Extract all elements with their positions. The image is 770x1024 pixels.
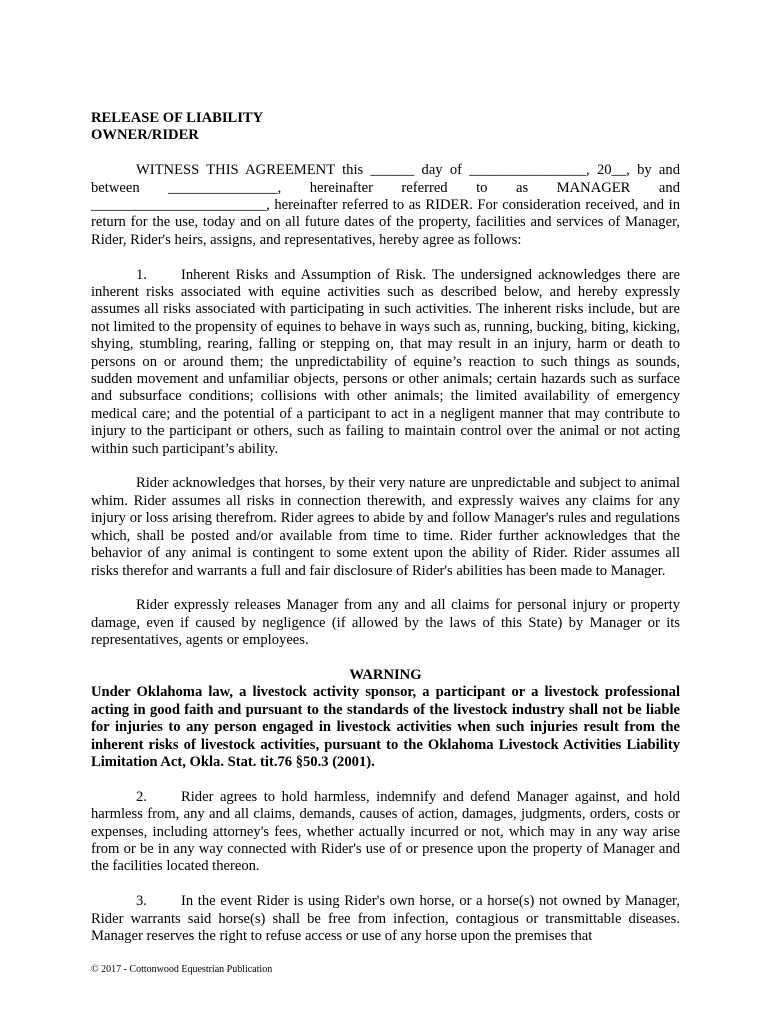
warning-heading: WARNING xyxy=(349,666,422,683)
section-1 xyxy=(91,267,680,458)
section-3-text: In the event Rider is using Rider's own horse, or a horse(s) not owned by Manager, Rider warrants said horse(s) shall be free from infection, contagious or transmittable diseases. Manager reserves the right to refuse access or use of any horse upon the premises that xyxy=(91,893,680,944)
section-3 xyxy=(91,893,680,945)
document-title-line2: OWNER/RIDER xyxy=(91,127,199,144)
section-1-text: Inherent Risks and Assumption of Risk. The undersigned acknowledges there are inherent risks associated with equine activities such as described below, and hereby expressly assumes all risks associated with participating in such activities. The inherent risks include, but are not limited to the propensity of equines to behave in ways such as, running, bucking, biting, kicking, shying, stumbling, rearing, falling or stepping on, that may result in an injury, harm or death to persons on or around them; the unpredictability of equine’s reaction to such things as sounds, sudden movement and unfamiliar objects, persons or other animals; certain hazards such as surface and subsurface conditions; collisions with other animals; the limited availability of emergency medical care; and the potential of a participant to act in a negligent manner that may contribute to injury to the participant or others, such as failing to maintain control over the animal or not acting within such participant’s ability. xyxy=(91,266,680,457)
document-page xyxy=(91,110,680,945)
section-2-text: Rider agrees to hold harmless, indemnify and defend Manager against, and hold harmless from, any and all claims, demands, causes of action, damages, judgments, orders, costs or expenses, including attorney's fees, whether actually incurred or not, which may in any way arise from or be in any way connected with Rider's use of or presence upon the property of Manager and the facilities located thereon. xyxy=(91,788,680,875)
section-2-number: 2. xyxy=(136,788,147,805)
document-title-line1: RELEASE OF LIABILITY xyxy=(91,110,264,126)
section-2 xyxy=(91,789,680,876)
warning-text: Under Oklahoma law, a livestock activity sponsor, a participant or a livestock professional acting in good faith and pursuant to the standards of the livestock industry shall not be liable for injuries to any person engaged in livestock activities when such injuries result from the inherent risks of livestock activities, pursuant to the Oklahoma Livestock Activities Liability Limitation Act, Okla. Stat. tit.76 §50.3 (2001). xyxy=(91,684,680,770)
intro-paragraph: WITNESS THIS AGREEMENT this ______ day of ________________, 20__, by and between _______________, hereinafter referred to as MANAGER and ________________________, hereinafter referred to as RIDER. For consideration received, and in return for the use, today and on all future dates of the property, facilities and services of Manager, Rider, Rider's heirs, assigns, and representatives, hereby agree as follows: xyxy=(91,162,680,248)
section-1-number: 1. xyxy=(136,266,147,283)
release-paragraph: Rider expressly releases Manager from any and all claims for personal injury or property damage, even if caused by negligence (if allowed by the laws of this State) by Manager or its representatives, agents or employees. xyxy=(91,597,680,649)
copyright-footer: © 2017 - Cottonwood Equestrian Publication xyxy=(91,964,273,975)
rider-acknowledgement-paragraph: Rider acknowledges that horses, by their very nature are unpredictable and subject to animal whim. Rider assumes all risks in connection therewith, and expressly waives any claims for any injury or loss arising therefrom. Rider agrees to abide by and follow Manager's rules and regulations which, shall be posted and/or available from time to time. Rider further acknowledges that the behavior of any animal is contingent to some extent upon the ability of Rider. Rider assumes all risks therefor and warrants a full and fair disclosure of Rider's abilities has been made to Manager. xyxy=(91,475,680,579)
section-3-number: 3. xyxy=(136,893,147,910)
